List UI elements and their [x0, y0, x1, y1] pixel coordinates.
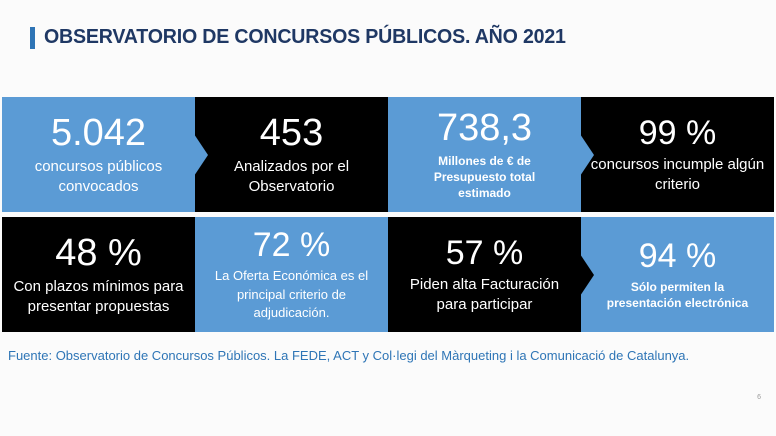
stat-tile-analizados	[195, 97, 388, 212]
stat-label: Piden alta Facturación para participar	[409, 276, 560, 313]
stat-value: 5.042	[50, 111, 147, 154]
stats-row-1	[2, 97, 774, 212]
page-title: OBSERVATORIO DE CONCURSOS PÚBLICOS. AÑO 2021	[44, 26, 566, 48]
stat-label: Analizados por el Observatorio	[233, 158, 350, 195]
source-note: Fuente: Observatorio de Concursos Públicos. La FEDE, ACT y Col·legi del Màrqueting i la Comunicació de Catalunya.	[8, 348, 690, 363]
stat-value: 738,3	[436, 106, 533, 149]
stat-label: concursos públicos convocados	[34, 158, 163, 195]
slide-page-number: 6	[757, 394, 761, 401]
stat-label: Con plazos mínimos para presentar propuestas	[13, 278, 184, 315]
stat-tile-plazos-minimos	[2, 217, 195, 332]
stat-value: 72 %	[252, 226, 331, 265]
stat-value: 57 %	[445, 233, 524, 272]
stat-label: La Oferta Económica es el principal criterio de adjudicación.	[214, 268, 369, 320]
slide-header	[30, 26, 576, 49]
stats-row-2	[2, 217, 774, 332]
stat-label: Sólo permiten la presentación electrónica	[606, 279, 749, 310]
stat-label: Millones de € de Presupuesto total estimado	[433, 153, 536, 200]
stat-tile-oferta-economica	[195, 217, 388, 332]
stat-tile-concursos-convocados	[2, 97, 195, 212]
stat-label: concursos incumple algún criterio	[590, 156, 765, 193]
stat-tile-incumple-criterio	[581, 97, 774, 212]
stat-tile-presupuesto	[388, 97, 581, 212]
stat-tile-alta-facturacion	[388, 217, 581, 332]
title-accent-bar	[30, 27, 35, 49]
stats-grid	[2, 97, 774, 332]
stat-tile-presentacion-electronica	[581, 217, 774, 332]
stat-value: 99 %	[638, 113, 717, 152]
stat-value: 94 %	[638, 237, 717, 276]
stat-value: 48 %	[55, 231, 142, 274]
stat-value: 453	[259, 111, 324, 154]
